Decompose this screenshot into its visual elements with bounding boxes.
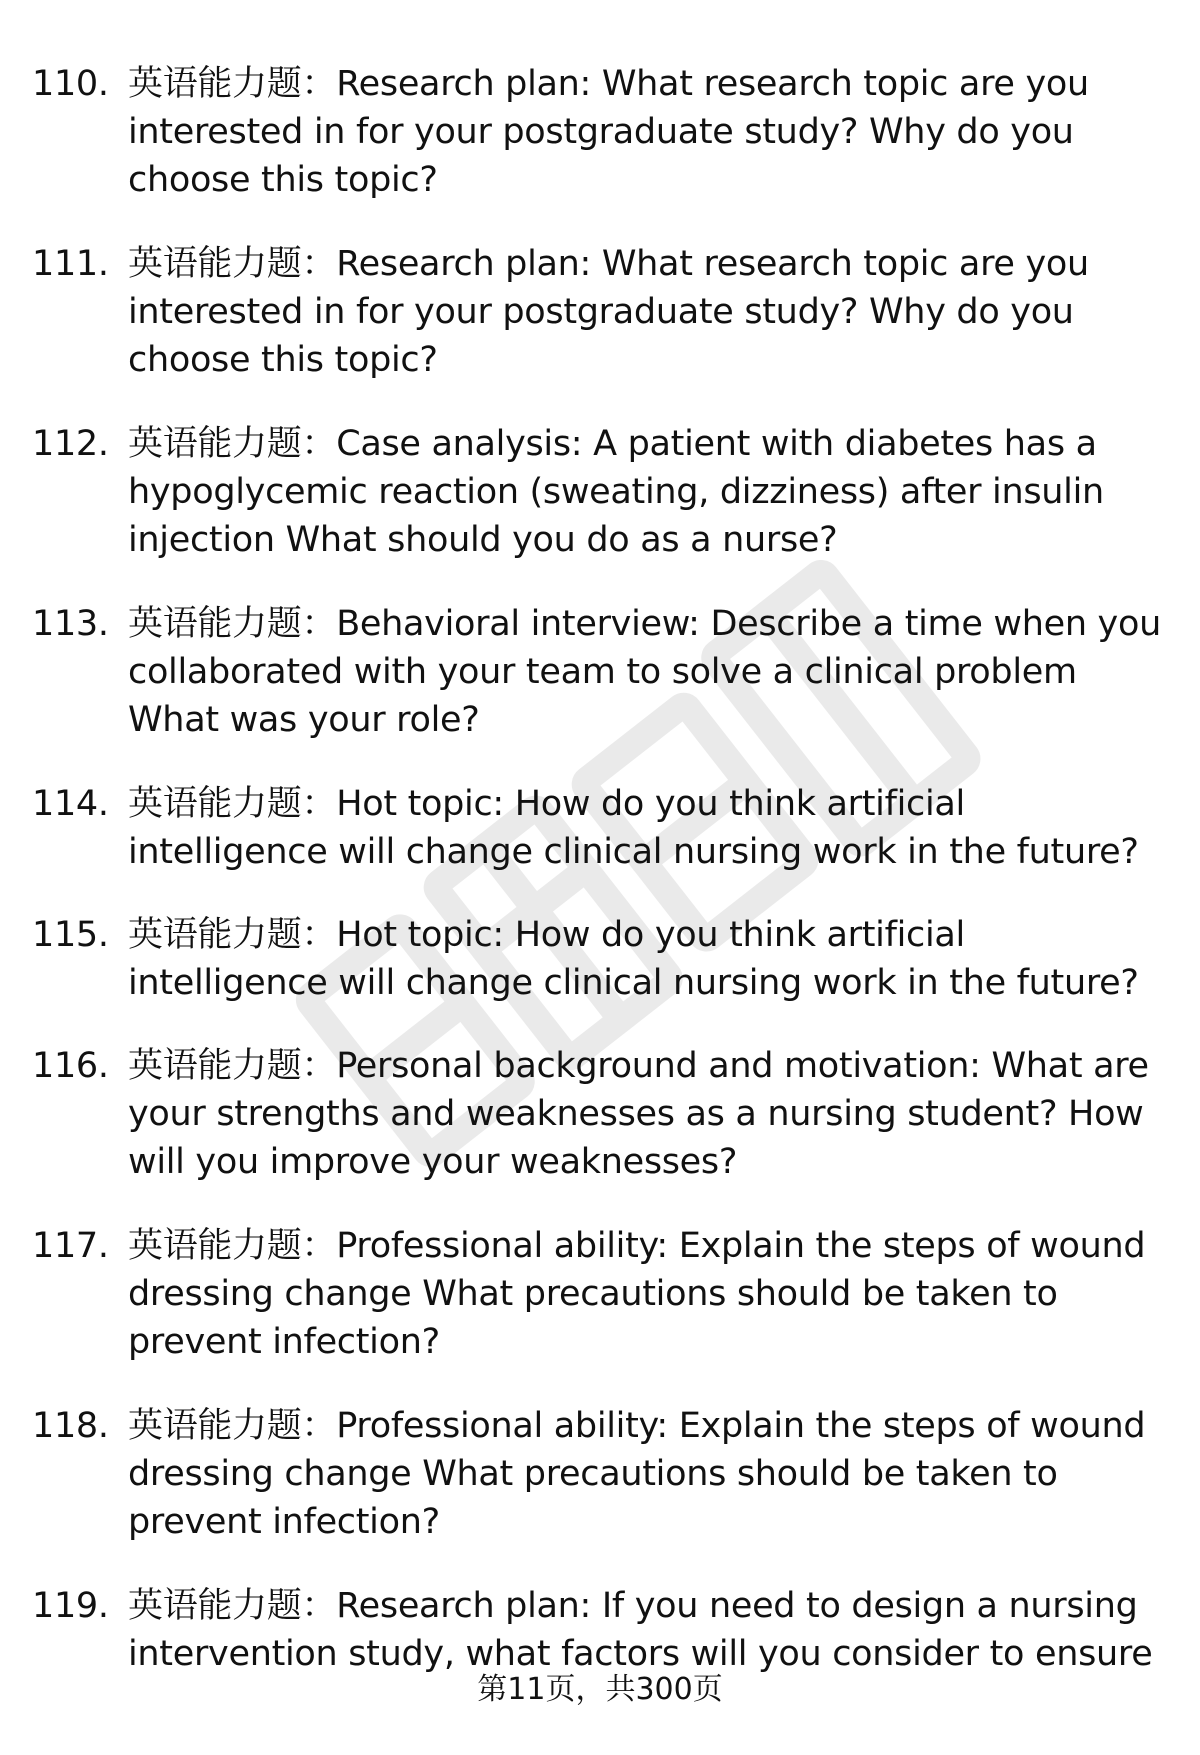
question-number: 115. xyxy=(32,915,109,955)
question-item xyxy=(32,420,1172,600)
question-list xyxy=(32,60,1172,1713)
question-text: 英语能力题：Professional ability: Explain the steps of wound dressing change What precautions should be taken to prevent infection? xyxy=(128,1406,1146,1542)
page-number-footer: 第11页，共300页 xyxy=(477,1672,723,1707)
question-text: 英语能力题：Hot topic: How do you think artificial intelligence will change clinical nursing work in the future? xyxy=(128,915,1139,1003)
question-item xyxy=(32,60,1172,240)
question-text: 英语能力题：Personal background and motivation: What are your strengths and weaknesses as a nursing student? How will you improve your weaknesses? xyxy=(128,1046,1149,1182)
question-number: 117. xyxy=(32,1226,109,1266)
question-number: 111. xyxy=(32,244,109,284)
question-number: 116. xyxy=(32,1046,109,1086)
question-text: 英语能力题：Research plan: What research topic are you interested in for your postgraduate study? Why do you choose this topic? xyxy=(128,244,1089,380)
question-text: 英语能力题：Behavioral interview: Describe a time when you collaborated with your team to solve a clinical problem What was your role? xyxy=(128,604,1161,740)
question-number: 119. xyxy=(32,1586,109,1626)
question-item xyxy=(32,600,1172,780)
question-item xyxy=(32,911,1172,1042)
question-item xyxy=(32,240,1172,420)
question-number: 113. xyxy=(32,604,109,644)
question-item xyxy=(32,1402,1172,1582)
question-item xyxy=(32,1042,1172,1222)
question-text: 英语能力题：Hot topic: How do you think artificial intelligence will change clinical nursing work in the future? xyxy=(128,784,1139,872)
question-number: 118. xyxy=(32,1406,109,1446)
question-text: 英语能力题：Research plan: What research topic are you interested in for your postgraduate study? Why do you choose this topic? xyxy=(128,64,1089,200)
question-item xyxy=(32,780,1172,911)
question-number: 112. xyxy=(32,424,109,464)
question-text: 英语能力题：Professional ability: Explain the steps of wound dressing change What precautions should be taken to prevent infection? xyxy=(128,1226,1146,1362)
question-item xyxy=(32,1222,1172,1402)
question-text: 英语能力题：Research plan: If you need to design a nursing intervention study, what factors will you consider to ensure xyxy=(128,1586,1153,1674)
question-number: 114. xyxy=(32,784,109,824)
question-text: 英语能力题：Case analysis: A patient with diabetes has a hypoglycemic reaction (sweating, dizziness) after insulin injection What should you do as a nurse? xyxy=(128,424,1104,560)
question-number: 110. xyxy=(32,64,109,104)
